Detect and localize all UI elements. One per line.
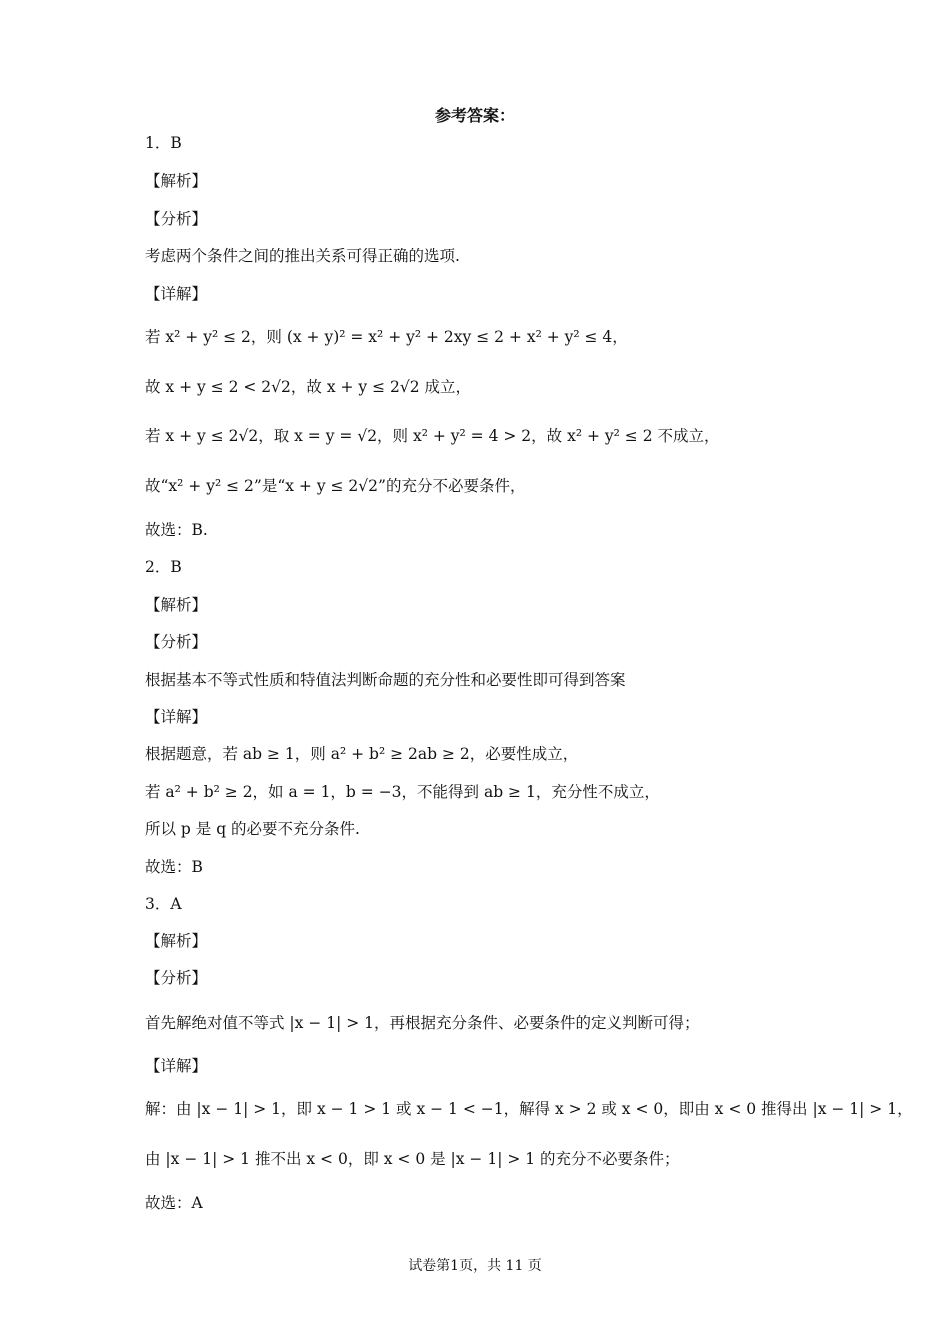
detail-line: 解：由 |x − 1| > 1，即 x − 1 > 1 或 x − 1 < −1，解得 x > 2 或 x < 0，即由 x < 0 推得出 |x − 1| > 1， [145,1100,913,1118]
page-footer: 试卷第1页，共 11 页 [408,1258,542,1274]
detail-line: 若 x + y ≤ 2√2，取 x = y = √2，则 x² + y² = 4 > 2，故 x² + y² ≤ 2 不成立， [145,427,720,445]
answer-number-3: 3．A [145,895,182,913]
detail-line: 由 |x − 1| > 1 推不出 x < 0，即 x < 0 是 |x − 1| > 1 的充分不必要条件； [145,1150,680,1168]
detail-line: 根据题意，若 ab ≥ 1，则 a² + b² ≥ 2ab ≥ 2，必要性成立， [145,745,579,763]
section-fenxi: 【分析】 [145,969,208,987]
detail-line: 所以 p 是 q 的必要不充分条件. [145,820,360,838]
section-xiangjie: 【详解】 [145,708,208,726]
page-title: 参考答案： [434,106,515,125]
detail-line: 若 x² + y² ≤ 2，则 (x + y)² = x² + y² + 2xy ≤ 2 + x² + y² ≤ 4， [145,328,628,346]
section-xiangjie: 【详解】 [145,285,208,303]
section-fenxi: 【分析】 [145,210,208,228]
choice-line: 故选：A [145,1194,203,1212]
section-xiangjie: 【详解】 [145,1057,208,1075]
answer-number-2: 2．B [145,558,182,576]
analysis-text: 考虑两个条件之间的推出关系可得正确的选项. [145,247,460,265]
detail-line: 故 x + y ≤ 2 < 2√2，故 x + y ≤ 2√2 成立， [145,378,472,396]
choice-line: 故选：B. [145,521,208,539]
analysis-text: 根据基本不等式性质和特值法判断命题的充分性和必要性即可得到答案 [145,671,626,689]
detail-line: 若 a² + b² ≥ 2，如 a = 1，b = −3，不能得到 ab ≥ 1，充分性不成立， [145,783,660,801]
detail-line: 故“x² + y² ≤ 2”是“x + y ≤ 2√2”的充分不必要条件， [145,477,526,495]
section-jiexi: 【解析】 [145,596,208,614]
answer-number-1: 1．B [145,134,182,152]
section-jiexi: 【解析】 [145,172,208,190]
choice-line: 故选：B [145,858,203,876]
analysis-text: 首先解绝对值不等式 |x − 1| > 1，再根据充分条件、必要条件的定义判断可得； [145,1014,700,1032]
section-fenxi: 【分析】 [145,633,208,651]
section-jiexi: 【解析】 [145,932,208,950]
